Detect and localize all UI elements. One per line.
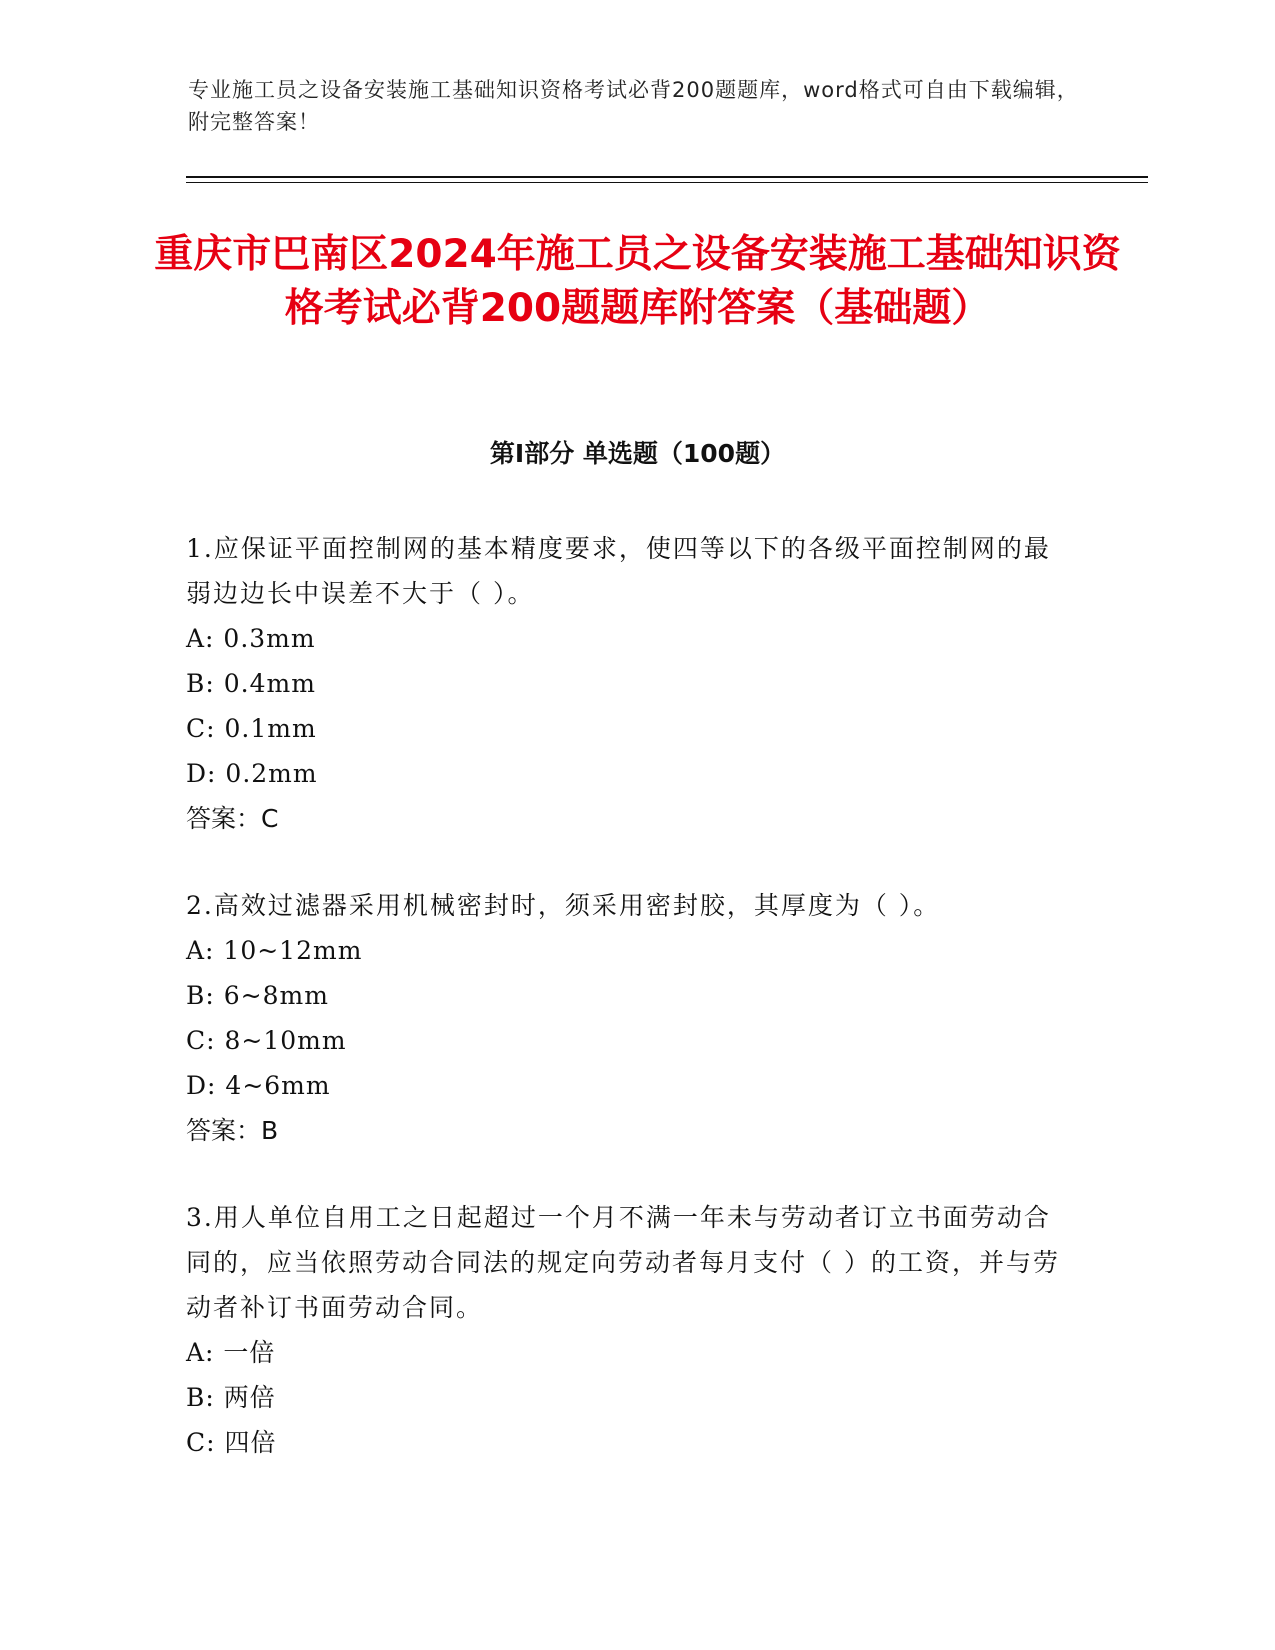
header-rule-thick bbox=[186, 176, 1148, 178]
option-c: C: 0.1mm bbox=[186, 714, 317, 743]
option-b: B: 0.4mm bbox=[186, 669, 316, 698]
question-3 bbox=[186, 1195, 1066, 1465]
question-stem: 2.高效过滤器采用机械密封时，须采用密封胶，其厚度为（ ）。 bbox=[186, 891, 941, 920]
header-rule-thin bbox=[186, 182, 1148, 183]
document-title: 重庆市巴南区2024年施工员之设备安装施工基础知识资格考试必背200题题库附答案（基础题） bbox=[154, 232, 1121, 331]
question-list bbox=[186, 526, 1066, 1507]
answer: 答案：C bbox=[186, 804, 279, 833]
option-b: B: 6~8mm bbox=[186, 981, 329, 1010]
option-c: C: 四倍 bbox=[186, 1428, 277, 1457]
question-stem: 1.应保证平面控制网的基本精度要求，使四等以下的各级平面控制网的最弱边边长中误差不大于（ ）。 bbox=[186, 534, 1051, 608]
option-a: A: 0.3mm bbox=[186, 624, 316, 653]
question-1 bbox=[186, 526, 1066, 841]
option-c: C: 8~10mm bbox=[186, 1026, 347, 1055]
option-b: B: 两倍 bbox=[186, 1383, 276, 1412]
section-title: 第I部分 单选题（100题） bbox=[489, 439, 786, 468]
question-stem: 3.用人单位自用工之日起超过一个月不满一年未与劳动者订立书面劳动合同的，应当依照劳动合同法的规定向劳动者每月支付（ ）的工资，并与劳动者补订书面劳动合同。 bbox=[186, 1203, 1060, 1322]
option-d: D: 0.2mm bbox=[186, 759, 318, 788]
answer: 答案：B bbox=[186, 1116, 279, 1145]
question-2 bbox=[186, 883, 1066, 1153]
option-d: D: 4~6mm bbox=[186, 1071, 331, 1100]
option-a: A: 一倍 bbox=[186, 1338, 276, 1367]
option-a: A: 10~12mm bbox=[186, 936, 363, 965]
header-note: 专业施工员之设备安装施工基础知识资格考试必背200题题库，word格式可自由下载编辑，附完整答案！ bbox=[188, 78, 1079, 134]
